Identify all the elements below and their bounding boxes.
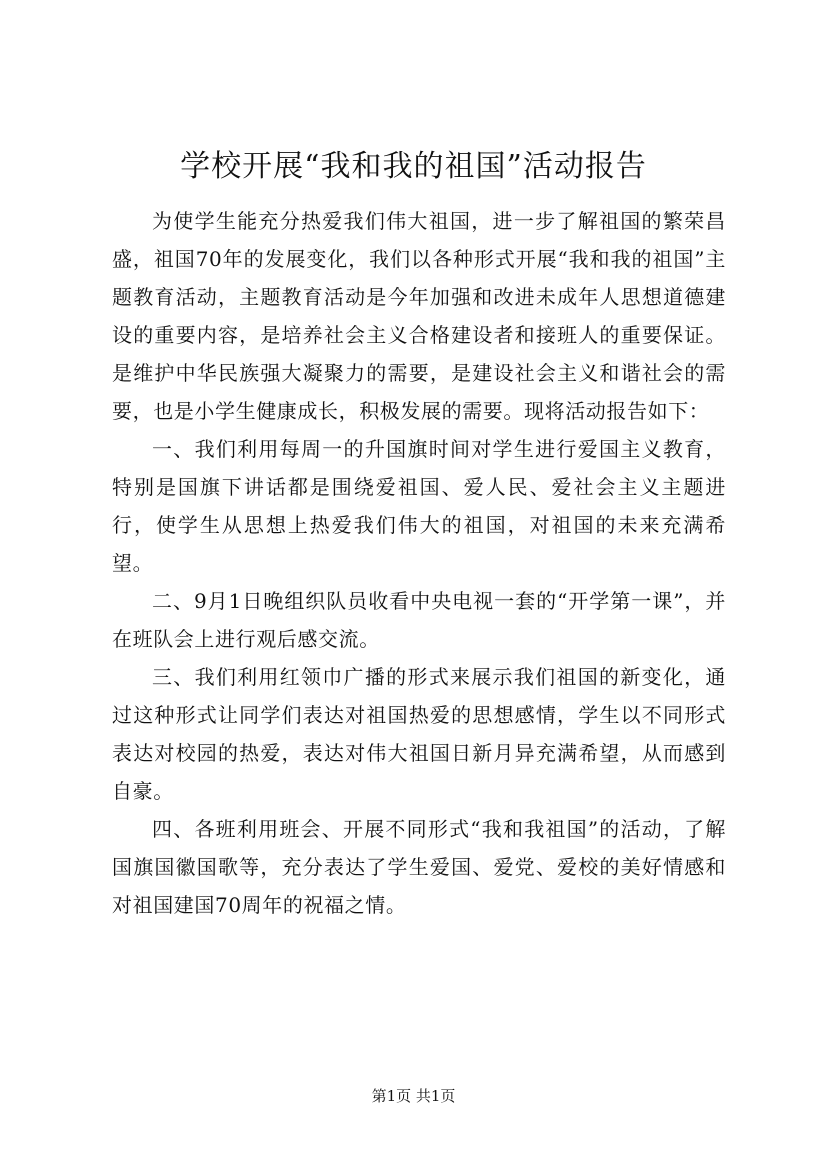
section-two-paragraph: 二、9月1日晚组织队员收看中央电视一套的“开学第一课”，并在班队会上进行观后感交流。: [112, 589, 726, 651]
section-four-paragraph: 四、各班利用班会、开展不同形式“我和我祖国”的活动，了解国旗国徽国歌等，充分表达了学生爱国、爱党、爱校的美好情感和对祖国建国70周年的祝福之情。: [112, 817, 726, 917]
document-body: [112, 202, 726, 924]
intro-paragraph: 为使学生能充分热爱我们伟大祖国，进一步了解祖国的繁荣昌盛，祖国70年的发展变化，我们以各种形式开展“我和我的祖国”主题教育活动，主题教育活动是今年加强和改进未成年人思想道德建设的重要内容，是培养社会主义合格建设者和接班人的重要保证。是维护中华民族强大凝聚力的需要，是建设社会主义和谐社会的需要，也是小学生健康成长，积极发展的需要。现将活动报告如下：: [112, 209, 726, 423]
section-one-paragraph: 一、我们利用每周一的升国旗时间对学生进行爱国主义教育，特别是国旗下讲话都是围绕爱祖国、爱人民、爱社会主义主题进行，使学生从思想上热爱我们伟大的祖国，对祖国的未来充满希望。: [112, 437, 726, 575]
page-footer: 第1页 共1页: [371, 1087, 456, 1105]
document-title: 学校开展“我和我的祖国”活动报告: [180, 149, 647, 184]
section-three-paragraph: 三、我们利用红领巾广播的形式来展示我们祖国的新变化，通过这种形式让同学们表达对祖国热爱的思想感情，学生以不同形式表达对校园的热爱，表达对伟大祖国日新月异充满希望，从而感到自豪。: [112, 665, 726, 803]
